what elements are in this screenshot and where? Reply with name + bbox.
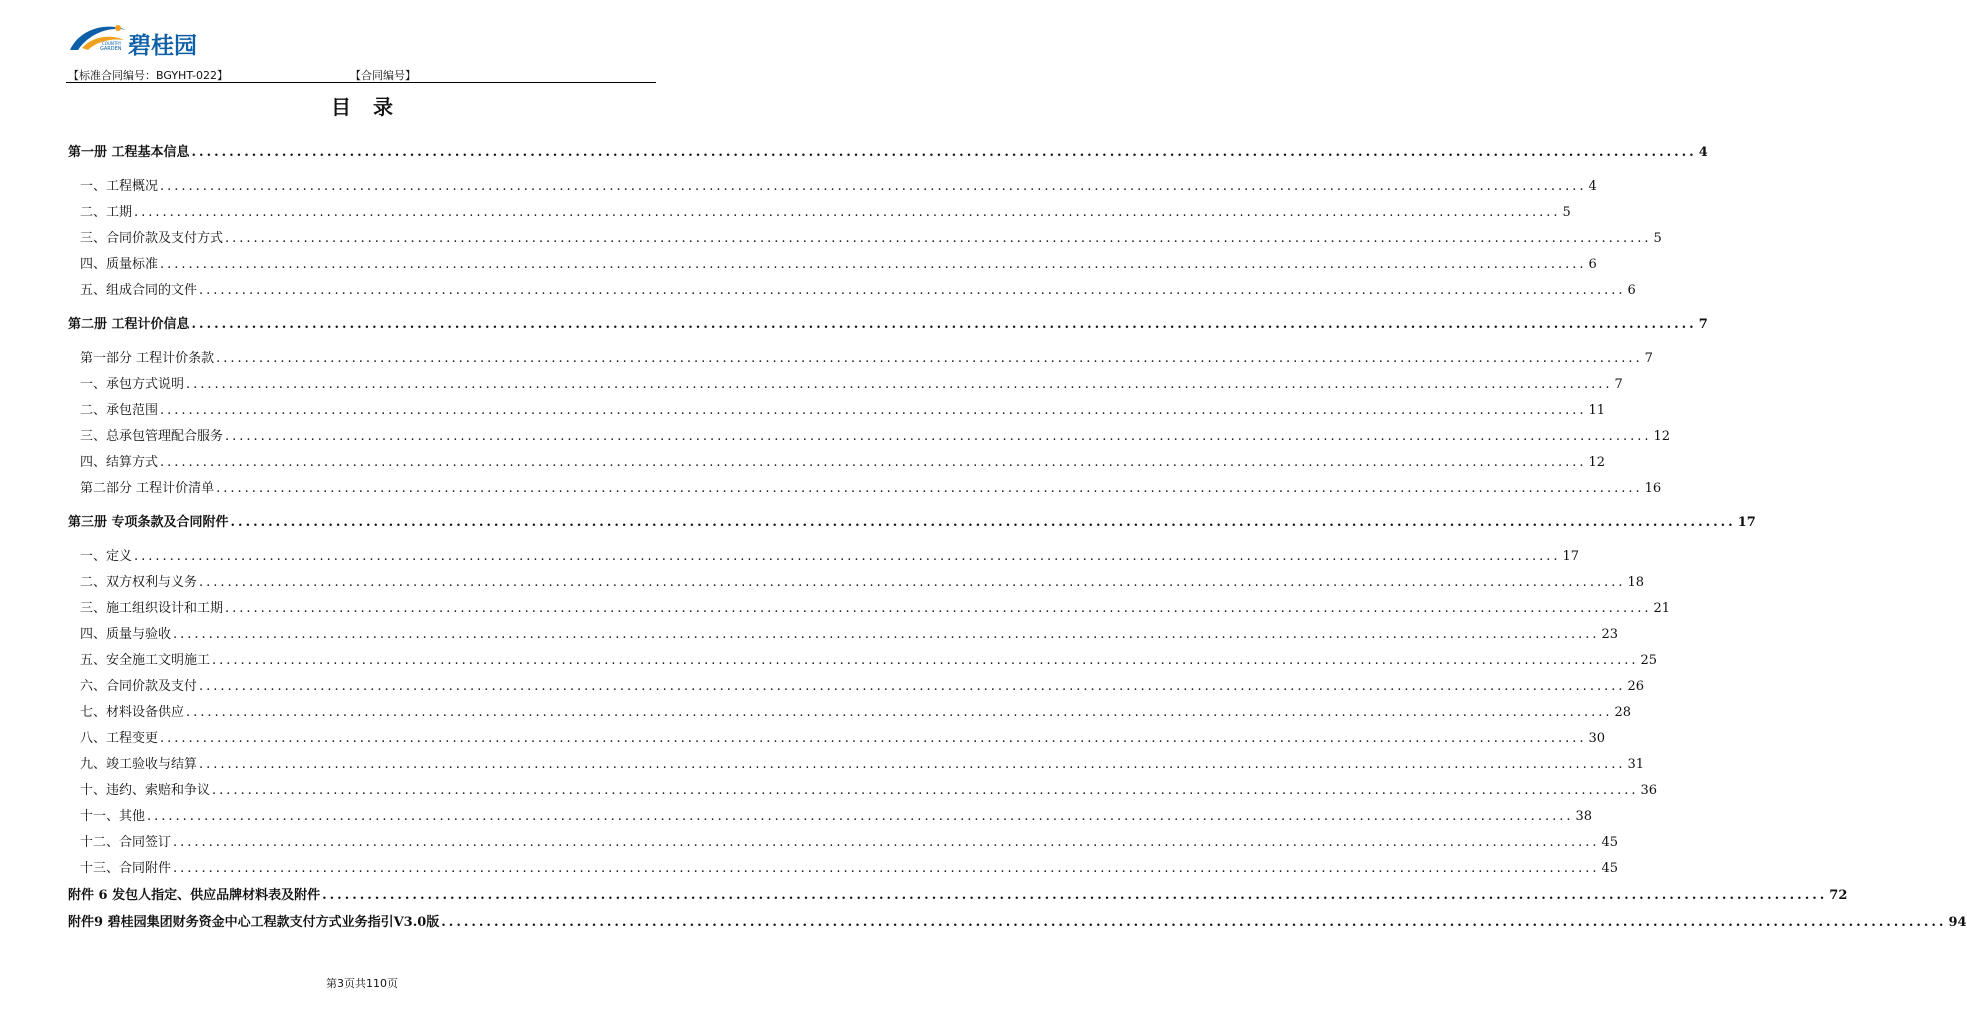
- toc-entry-label: 十二、合同签订: [80, 835, 172, 850]
- toc-entry[interactable]: [68, 911, 1967, 930]
- toc-entry-label: 十、违约、索赔和争议: [80, 783, 211, 798]
- toc-leader-dots: ........................................................................................................................................................................................................: [186, 377, 1613, 392]
- toc-entry-label: 第二册 工程计价信息: [68, 317, 190, 332]
- page-title: 目录: [331, 95, 415, 119]
- toc-entry[interactable]: [68, 477, 1662, 496]
- toc-entry-label: 二、承包范围: [80, 403, 159, 418]
- toc-entry-label: 五、安全施工文明施工: [80, 653, 211, 668]
- toc-entry-page: 5: [1562, 205, 1571, 220]
- toc-leader-dots: ........................................................................................................................................................................................................: [199, 757, 1626, 772]
- toc-entry[interactable]: [68, 399, 1606, 418]
- toc-entry-label: 附件9 碧桂园集团财务资金中心工程款支付方式业务指引V3.0版: [68, 915, 440, 930]
- toc-entry-label: 四、质量与验收: [80, 627, 172, 642]
- toc-entry-label: 二、双方权利与义务: [80, 575, 198, 590]
- toc-entry-label: 七、材料设备供应: [80, 705, 185, 720]
- toc-entry-label: 四、质量标准: [80, 257, 159, 272]
- toc-entry-page: 38: [1575, 809, 1593, 824]
- toc-entry-page: 11: [1588, 403, 1606, 418]
- toc-leader-dots: ........................................................................................................................................................................................................: [441, 915, 1947, 930]
- toc-leader-dots: ........................................................................................................................................................................................................: [173, 627, 1600, 642]
- toc-entry-label: 一、工程概况: [80, 179, 159, 194]
- page-footer: 第3页共110页: [326, 977, 398, 990]
- standard-contract-number: 【标准合同编号：BGYHT-022】: [68, 69, 228, 82]
- toc-leader-dots: ........................................................................................................................................................................................................: [173, 835, 1600, 850]
- logo-sub-text-2: GARDEN: [100, 46, 122, 52]
- toc-entry[interactable]: [68, 675, 1645, 694]
- toc-entry-label: 一、承包方式说明: [80, 377, 185, 392]
- toc-entry[interactable]: [68, 451, 1606, 470]
- toc-entry-label: 附件 6 发包人指定、供应品牌材料表及附件: [68, 888, 321, 903]
- logo-sub-text: COUNTRY: [102, 41, 122, 46]
- toc-entry-label: 六、合同价款及支付: [80, 679, 198, 694]
- toc-entry-label: 五、组成合同的文件: [80, 283, 198, 298]
- toc-leader-dots: ........................................................................................................................................................................................................: [199, 575, 1626, 590]
- toc-leader-dots: ........................................................................................................................................................................................................: [191, 145, 1697, 160]
- toc-entry-page: 7: [1644, 351, 1653, 366]
- contract-number: 【合同编号】: [350, 69, 416, 82]
- toc-leader-dots: ........................................................................................................................................................................................................: [160, 179, 1587, 194]
- toc-entry[interactable]: [68, 175, 1597, 194]
- toc-entry[interactable]: [68, 253, 1597, 272]
- toc-entry[interactable]: [68, 511, 1756, 530]
- toc-entry-page: 7: [1614, 377, 1623, 392]
- toc-leader-dots: ........................................................................................................................................................................................................: [199, 283, 1626, 298]
- toc-leader-dots: ........................................................................................................................................................................................................: [160, 257, 1587, 272]
- toc-entry[interactable]: [68, 141, 1708, 160]
- header-divider: [66, 82, 656, 83]
- toc-entry-page: 6: [1627, 283, 1636, 298]
- toc-entry-page: 18: [1627, 575, 1645, 590]
- toc-entry-page: 45: [1601, 835, 1619, 850]
- logo-wordmark: 碧桂园: [128, 33, 197, 59]
- toc-entry[interactable]: [68, 597, 1671, 616]
- toc-entry[interactable]: [68, 857, 1619, 876]
- toc-leader-dots: ........................................................................................................................................................................................................: [191, 317, 1697, 332]
- toc-entry-page: 21: [1653, 601, 1671, 616]
- toc-entry-page: 31: [1627, 757, 1645, 772]
- toc-leader-dots: ........................................................................................................................................................................................................: [199, 679, 1626, 694]
- toc-entry-page: 17: [1562, 549, 1580, 564]
- toc-leader-dots: ........................................................................................................................................................................................................: [212, 783, 1639, 798]
- toc-entry-page: 16: [1644, 481, 1662, 496]
- toc-leader-dots: ........................................................................................................................................................................................................: [134, 205, 1561, 220]
- toc-entry-page: 12: [1588, 455, 1606, 470]
- toc-entry[interactable]: [68, 373, 1623, 392]
- toc-entry-page: 4: [1698, 145, 1708, 160]
- toc-entry[interactable]: [68, 727, 1606, 746]
- toc-entry-label: 第一部分 工程计价条款: [80, 351, 215, 366]
- toc-leader-dots: ........................................................................................................................................................................................................: [186, 705, 1613, 720]
- toc-entry[interactable]: [68, 545, 1580, 564]
- toc-entry[interactable]: [68, 649, 1658, 668]
- toc-entry[interactable]: [68, 831, 1619, 850]
- toc-entry-page: 30: [1588, 731, 1606, 746]
- toc-leader-dots: ........................................................................................................................................................................................................: [225, 231, 1652, 246]
- toc-entry-page: 12: [1653, 429, 1671, 444]
- toc-entry-label: 三、施工组织设计和工期: [80, 601, 224, 616]
- toc-entry-page: 26: [1627, 679, 1645, 694]
- toc-entry-page: 4: [1588, 179, 1597, 194]
- toc-entry-label: 三、总承包管理配合服务: [80, 429, 224, 444]
- toc-leader-dots: ........................................................................................................................................................................................................: [134, 549, 1561, 564]
- toc-entry-label: 二、工期: [80, 205, 133, 220]
- toc-entry-page: 17: [1737, 515, 1756, 530]
- toc-leader-dots: ........................................................................................................................................................................................................: [212, 653, 1639, 668]
- toc-entry-page: 6: [1588, 257, 1597, 272]
- toc-entry[interactable]: [68, 779, 1658, 798]
- toc-leader-dots: ........................................................................................................................................................................................................: [160, 403, 1587, 418]
- toc-entry[interactable]: [68, 884, 1848, 903]
- toc-entry-page: 23: [1601, 627, 1619, 642]
- toc-entry-page: 45: [1601, 861, 1619, 876]
- toc-entry[interactable]: [68, 279, 1636, 298]
- toc-entry-label: 一、定义: [80, 549, 133, 564]
- toc-leader-dots: ........................................................................................................................................................................................................: [216, 481, 1643, 496]
- toc-entry-page: 94: [1948, 915, 1967, 930]
- toc-leader-dots: ........................................................................................................................................................................................................: [173, 861, 1600, 876]
- toc-entry-label: 三、合同价款及支付方式: [80, 231, 224, 246]
- toc-entry[interactable]: [68, 227, 1662, 246]
- toc-entry-label: 十一、其他: [80, 809, 146, 824]
- toc-leader-dots: ........................................................................................................................................................................................................: [225, 601, 1652, 616]
- toc-leader-dots: ........................................................................................................................................................................................................: [322, 888, 1828, 903]
- toc-entry-page: 25: [1640, 653, 1658, 668]
- toc-entry[interactable]: [68, 347, 1653, 366]
- toc-entry-label: 第二部分 工程计价清单: [80, 481, 215, 496]
- toc-leader-dots: ........................................................................................................................................................................................................: [160, 731, 1587, 746]
- toc-entry[interactable]: [68, 805, 1593, 824]
- toc-entry-label: 十三、合同附件: [80, 861, 172, 876]
- toc-entry-page: 72: [1829, 888, 1848, 903]
- toc-entry-page: 28: [1614, 705, 1632, 720]
- toc-entry[interactable]: [68, 701, 1632, 720]
- toc-entry-label: 四、结算方式: [80, 455, 159, 470]
- toc-leader-dots: ........................................................................................................................................................................................................: [216, 351, 1643, 366]
- toc-entry-page: 36: [1640, 783, 1658, 798]
- toc-entry[interactable]: [68, 201, 1571, 220]
- toc-leader-dots: ........................................................................................................................................................................................................: [160, 455, 1587, 470]
- toc-entry-label: 九、竣工验收与结算: [80, 757, 198, 772]
- toc-entry[interactable]: [68, 753, 1645, 772]
- toc-entry[interactable]: [68, 571, 1645, 590]
- toc-entry[interactable]: [68, 425, 1671, 444]
- toc-entry-label: 八、工程变更: [80, 731, 159, 746]
- toc-entry-label: 第一册 工程基本信息: [68, 145, 190, 160]
- toc-entry[interactable]: [68, 623, 1619, 642]
- toc-leader-dots: ........................................................................................................................................................................................................: [225, 429, 1652, 444]
- toc-leader-dots: ........................................................................................................................................................................................................: [230, 515, 1736, 530]
- toc-entry[interactable]: [68, 313, 1708, 332]
- toc-entry-label: 第三册 专项条款及合同附件: [68, 515, 229, 530]
- toc-leader-dots: ........................................................................................................................................................................................................: [147, 809, 1574, 824]
- toc-entry-page: 7: [1698, 317, 1708, 332]
- toc-entry-page: 5: [1653, 231, 1662, 246]
